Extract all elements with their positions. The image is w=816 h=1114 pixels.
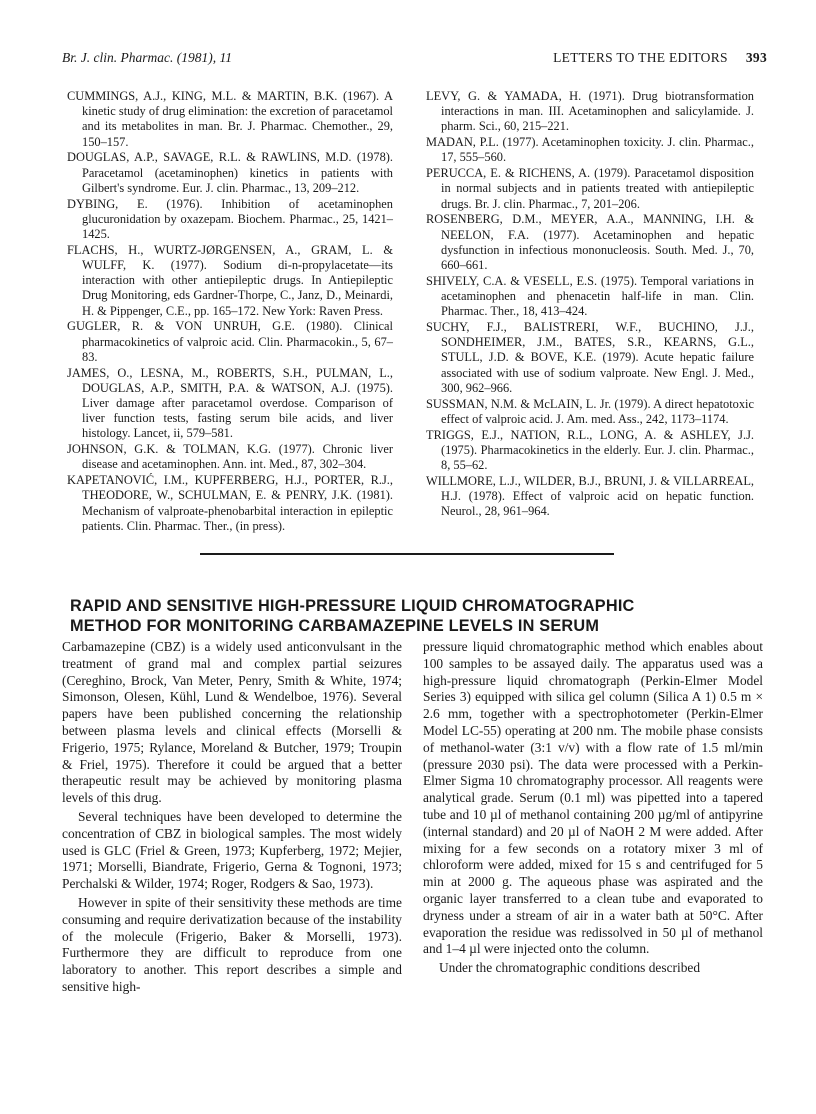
section-divider xyxy=(200,553,614,555)
body-paragraph: Carbamazepine (CBZ) is a widely used anticonvulsant in the treatment of grand mal and complex partial seizures (Cereghino, Brock, Van Meter, Penry, Smith & White, 1974; Simonson, Olesen, Kühl, Lund & Wendelboe, 1976). Several papers have been published concerning the relationship between plasma levels and clinical effects (Morselli & Frigerio, 1975; Rylance, Moreland & Butcher, 1979; Troupin & Friel, 1975). Therefore it could be argued that a better therapeutic result may be achieved by monitoring plasma levels of this drug. xyxy=(62,639,402,806)
references-left-column xyxy=(67,89,393,535)
section-header xyxy=(553,50,767,66)
page-number: 393 xyxy=(745,50,767,65)
references-right-column xyxy=(426,89,754,520)
reference-item: SHIVELY, C.A. & VESELL, E.S. (1975). Temporal variations in acetaminophen and phenacetin half-life in man. Clin. Pharmac. Ther., 18, 413–424. xyxy=(426,273,754,319)
body-paragraph: Several techniques have been developed to determine the concentration of CBZ in biological samples. The most widely used is GLC (Friel & Green, 1973; Kupferberg, 1972; Mejier, 1971; Morselli, Biandrate, Frigerio, Gerna & Tognoni, 1973; Perchalski & Wilder, 1974; Roger, Rodgers & Sao, 1973). xyxy=(62,808,402,892)
body-paragraph: Under the chromatographic conditions described xyxy=(439,960,701,976)
journal-citation: Br. J. clin. Pharmac. (1981), 11 xyxy=(62,50,232,65)
reference-item: SUSSMAN, N.M. & McLAIN, L. Jr. (1979). A direct hepatotoxic effect of valproic acid. J. Am. med. Ass., 242, 1173–1174. xyxy=(426,396,754,426)
reference-item: MADAN, P.L. (1977). Acetaminophen toxicity. J. clin. Pharmac., 17, 555–560. xyxy=(426,135,754,165)
reference-item: JAMES, O., LESNA, M., ROBERTS, S.H., PULMAN, L., DOUGLAS, A.P., SMITH, P.A. & WATSON, A.J. (1975). Liver damage after paracetamol overdose. Comparison of liver function tests, fasting serum bile acids, and liver histology. Lancet, ii, 579–581. xyxy=(67,365,393,441)
body-paragraph: pressure liquid chromatographic method which enables about 100 samples to be assayed daily. The apparatus used was a high-pressure liquid chromatograph (Perkin-Elmer Model Series 3) equipped with silica gel column (Silica A 1) 0.5 m × 2.6 mm, together with a spectrophotometer (Perkin-Elmer Model LC-55) operating at 200 nm. The mobile phase consists of methanol-water (3:1 v/v) with a flow rate of 1.5 ml/min (pressure 2030 psi). The data were processed with a Perkin-Elmer Sigma 10 chromatography processor. All reagents were analytical grade. Serum (0.1 ml) was pipetted into a tapered tube and 10 µl of methanol containing 200 µg/ml of antipyrine (internal standard) and 20 µl of NaOH 2 M were added. After mixing for a few seconds on a rotatory mixer 3 ml of chloroform were added, mixed for 15 s and centrifuged for 5 min at 2000 g. The aqueous phase was aspirated and the organic layer transferred to a clean tube and evaporated to dryness under a stream of air in a water bath at 50°C. After evaporation the residue was redissolved in 50 µl of methanol and 1–4 µl were injected onto the column. xyxy=(423,639,763,957)
reference-item: PERUCCA, E. & RICHENS, A. (1979). Paracetamol disposition in normal subjects and in patients treated with antiepileptic drugs. Br. J. clin. Pharmac., 7, 201–206. xyxy=(426,166,754,211)
reference-item: CUMMINGS, A.J., KING, M.L. & MARTIN, B.K. (1967). A kinetic study of drug elimination: the excretion of paracetamol and its metabolites in man. Br. J. Pharmac. Chemother., 29, 150–157. xyxy=(67,89,393,149)
reference-item: WILLMORE, L.J., WILDER, B.J., BRUNI, J. & VILLARREAL, H.J. (1978). Effect of valproic acid on hepatic function. Neurol., 28, 961–964. xyxy=(426,473,754,519)
reference-item: DOUGLAS, A.P., SAVAGE, R.L. & RAWLINS, M.D. (1978). Paracetamol (acetaminophen) kinetics in patients with Gilbert's syndrome. Eur. J. clin. Pharmac., 13, 209–212. xyxy=(67,150,393,195)
section-title: LETTERS TO THE EDITORS xyxy=(553,50,728,65)
article-body-right-column xyxy=(423,639,763,979)
article-title-line: METHOD FOR MONITORING CARBAMAZEPINE LEVELS IN SERUM xyxy=(70,617,600,635)
reference-item: KAPETANOVIĆ, I.M., KUPFERBERG, H.J., PORTER, R.J., THEODORE, W., SCHULMAN, E. & PENRY, J.K. (1981). Mechanism of valproate-phenobarbital interaction in epileptic patients. Clin. Pharmac. Ther., (in press). xyxy=(67,473,393,533)
reference-item: FLACHS, H., WURTZ-JØRGENSEN, A., GRAM, L. & WULFF, K. (1977). Sodium di-n-propylacetate—its interaction with other antiepileptic drugs. In Antiepileptic Drug Monitoring, eds Gardner-Thorpe, C., Janz, D., Meinardi, H. & Pippenger, C.E., pp. 165–172. New York: Raven Press. xyxy=(67,242,393,318)
reference-item: TRIGGS, E.J., NATION, R.L., LONG, A. & ASHLEY, J.J. (1975). Pharmacokinetics in the elderly. Eur. J. clin. Pharmac., 8, 55–62. xyxy=(426,427,754,473)
article-body-left-column xyxy=(62,639,402,998)
article-title-line: RAPID AND SENSITIVE HIGH-PRESSURE LIQUID CHROMATOGRAPHIC xyxy=(70,597,635,615)
article-title xyxy=(70,596,760,636)
reference-item: GUGLER, R. & VON UNRUH, G.E. (1980). Clinical pharmacokinetics of valproic acid. Clin. Pharmacokin., 5, 67–83. xyxy=(67,319,393,364)
reference-item: DYBING, E. (1976). Inhibition of acetaminophen glucuronidation by oxazepam. Biochem. Pharmac., 25, 1421–1425. xyxy=(67,196,393,242)
reference-item: ROSENBERG, D.M., MEYER, A.A., MANNING, I.H. & NEELON, F.A. (1977). Acetaminophen and hepatic dysfunction in infectious mononucleosis. South. Med. J., 70, 660–661. xyxy=(426,212,754,273)
body-paragraph: However in spite of their sensitivity these methods are time consuming and require derivatization because of the instability of the molecule (Frigerio, Baker & Morselli, 1973). Furthermore they are difficult to reproduce from one laboratory to another. This report describes a simple and sensitive high- xyxy=(62,894,402,994)
reference-item: JOHNSON, G.K. & TOLMAN, K.G. (1977). Chronic liver disease and acetaminophen. Ann. int. Med., 87, 302–304. xyxy=(67,442,393,472)
running-header xyxy=(62,50,767,70)
reference-item: LEVY, G. & YAMADA, H. (1971). Drug biotransformation interactions in man. III. Acetaminophen and salicylamide. J. pharm. Sci., 60, 215–221. xyxy=(426,89,754,134)
reference-item: SUCHY, F.J., BALISTRERI, W.F., BUCHINO, J.J., SONDHEIMER, J.M., BATES, S.R., KEARNS, G.L., STULL, J.D. & BOVE, K.E. (1979). Acute hepatic failure associated with use of sodium valproate. New Engl. J. Med., 300, 962–966. xyxy=(426,320,754,395)
